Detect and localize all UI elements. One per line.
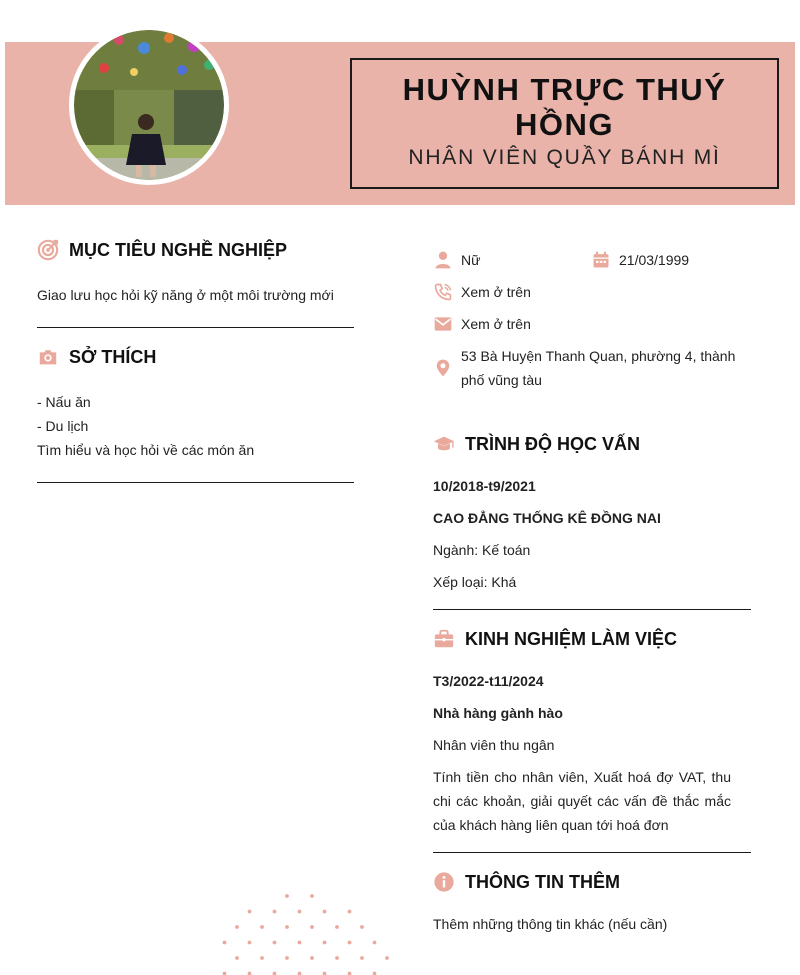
address-value: 53 Bà Huyện Thanh Quan, phường 4, thành phố vũng tàu [461,348,736,388]
hobbies-title: SỞ THÍCH [69,346,157,367]
email-row [433,314,531,334]
birthday-row [591,250,689,270]
phone-value: Xem ở trên [461,284,531,300]
gender-value: Nữ [461,252,481,268]
job-title: NHÂN VIÊN QUẦY BÁNH MÌ [408,146,721,169]
target-icon [37,239,59,261]
objective-divider [37,327,354,328]
phone-row [433,282,531,302]
hobbies-divider [37,482,354,483]
experience-description: Tính tiền cho nhân viên, Xuất hoá đợ VAT, thu chi các khoản, giải quyết các vấn đề thắc mắc của khách hàng liên quan tới hoá đơn [433,769,731,833]
hobby-item: - Nấu ăn [37,394,91,410]
info-icon [433,871,455,893]
location-pin-icon [433,358,453,378]
phone-icon [433,282,453,302]
education-period: 10/2018-t9/2021 [433,478,536,494]
gender-row [433,250,480,270]
address-row [433,344,753,392]
graduation-cap-icon [433,433,455,455]
additional-text: Thêm những thông tin khác (nếu cần) [433,916,668,932]
full-name: HUỲNH TRỰC THUÝ HỒNG [402,72,727,142]
email-value: Xem ở trên [461,316,531,332]
additional-header [433,871,620,893]
hobbies-header [37,346,156,368]
objective-text: Giao lưu học hỏi kỹ năng ở một môi trường mới [37,287,334,303]
education-title: TRÌNH ĐỘ HỌC VẤN [465,433,640,454]
avatar [69,25,229,185]
experience-company: Nhà hàng gành hào [433,705,563,721]
education-major: Ngành: Kế toán [433,542,531,558]
education-header [433,433,640,455]
hobby-item: - Du lịch [37,418,89,434]
birthday-value: 21/03/1999 [619,252,690,268]
camera-icon [37,346,59,368]
experience-period: T3/2022-t11/2024 [433,673,544,689]
experience-header [433,628,677,650]
objective-title: MỤC TIÊU NGHỀ NGHIỆP [69,239,288,260]
education-school: CAO ĐẲNG THỐNG KÊ ĐỒNG NAI [433,510,661,526]
calendar-icon [591,250,611,270]
additional-title: THÔNG TIN THÊM [465,871,620,892]
email-icon [433,314,453,334]
education-divider [433,609,751,610]
decorative-dots [205,890,395,975]
education-grade: Xếp loại: Khá [433,574,517,590]
person-icon [433,250,453,270]
experience-divider [433,852,751,853]
objective-header [37,239,287,261]
experience-position: Nhân viên thu ngân [433,737,555,753]
briefcase-icon [433,628,455,650]
experience-title: KINH NGHIỆM LÀM VIỆC [465,628,678,649]
hobby-item: Tìm hiểu và học hỏi về các món ăn [37,442,255,458]
name-box [350,58,779,189]
